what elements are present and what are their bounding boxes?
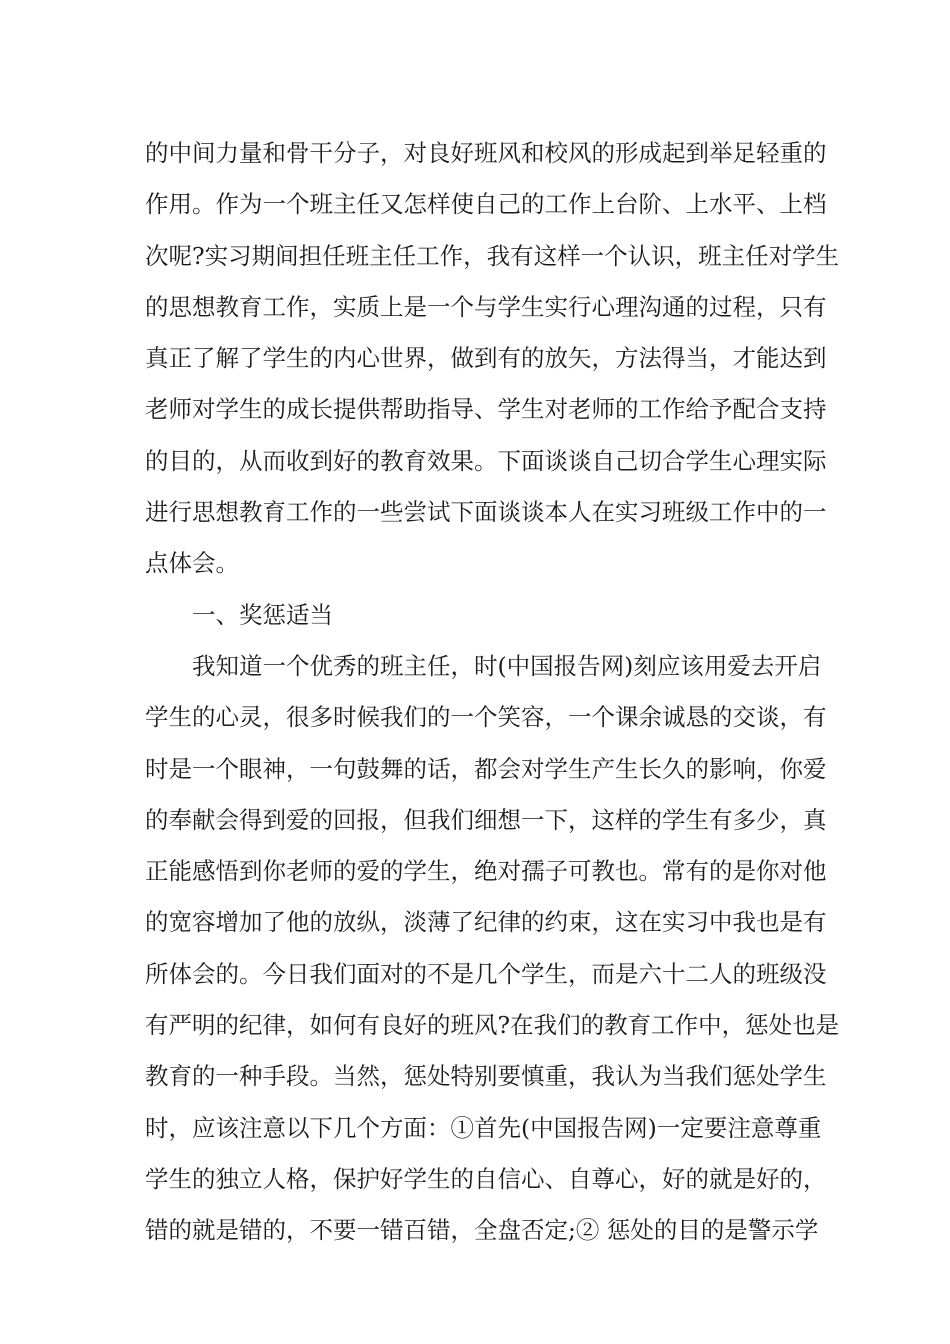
paragraph-intro: [145, 128, 840, 590]
section-heading: 一、奖惩适当: [192, 600, 333, 629]
text-line: 所体会的。今日我们面对的不是几个学生，而是六十二人的班级没: [145, 959, 827, 988]
text-line: 学生的独立人格，保护好学生的自信心、自尊心，好的就是好的，: [145, 1164, 827, 1193]
text-line: 时，应该注意以下几个方面：①首先(中国报告网)一定要注意尊重: [145, 1113, 822, 1142]
text-line: 教育的一种手段。当然，惩处特别要慎重，我认为当我们惩处学生: [145, 1062, 827, 1091]
text-line: 我知道一个优秀的班主任，时(中国报告网)刻应该用爱去开启: [192, 651, 822, 680]
text-line: 进行思想教育工作的一些尝试下面谈谈本人在实习班级工作中的一: [145, 498, 827, 527]
paragraph-rewards-punishment: [145, 641, 840, 1257]
text-line: 的奉献会得到爱的回报，但我们细想一下，这样的学生有多少，真: [145, 805, 827, 834]
document-body: [145, 128, 840, 1257]
text-line: 老师对学生的成长提供帮助指导、学生对老师的工作给予配合支持: [145, 395, 827, 424]
text-line: 作用。作为一个班主任又怎样使自己的工作上台阶、上水平、上档: [145, 190, 827, 219]
text-line: 的思想教育工作，实质上是一个与学生实行心理沟通的过程，只有: [145, 292, 827, 321]
text-line: 正能感悟到你老师的爱的学生，绝对孺子可教也。常有的是你对他: [145, 857, 827, 886]
text-line: 的中间力量和骨干分子，对良好班风和校风的形成起到举足轻重的: [145, 139, 827, 167]
text-line: 点体会。: [145, 549, 239, 578]
text-line: 真正了解了学生的内心世界，做到有的放矢，方法得当，才能达到: [145, 344, 827, 373]
text-line: 次呢?实习期间担任班主任工作，我有这样一个认识，班主任对学生: [145, 241, 840, 270]
text-line: 错的就是错的，不要一错百错，全盘否定;② 惩处的目的是警示学: [145, 1216, 819, 1245]
text-line: 时是一个眼神，一句鼓舞的话，都会对学生产生长久的影响，你爱: [145, 754, 827, 783]
text-line: 学生的心灵，很多时候我们的一个笑容，一个课余诚恳的交谈，有: [145, 703, 827, 732]
text-line: 的宽容增加了他的放纵，淡薄了纪律的约束，这在实习中我也是有: [145, 908, 827, 937]
text-line: 有严明的纪律，如何有良好的班风?在我们的教育工作中，惩处也是: [145, 1011, 840, 1040]
text-line: 的目的，从而收到好的教育效果。下面谈谈自己切合学生心理实际: [145, 446, 827, 475]
